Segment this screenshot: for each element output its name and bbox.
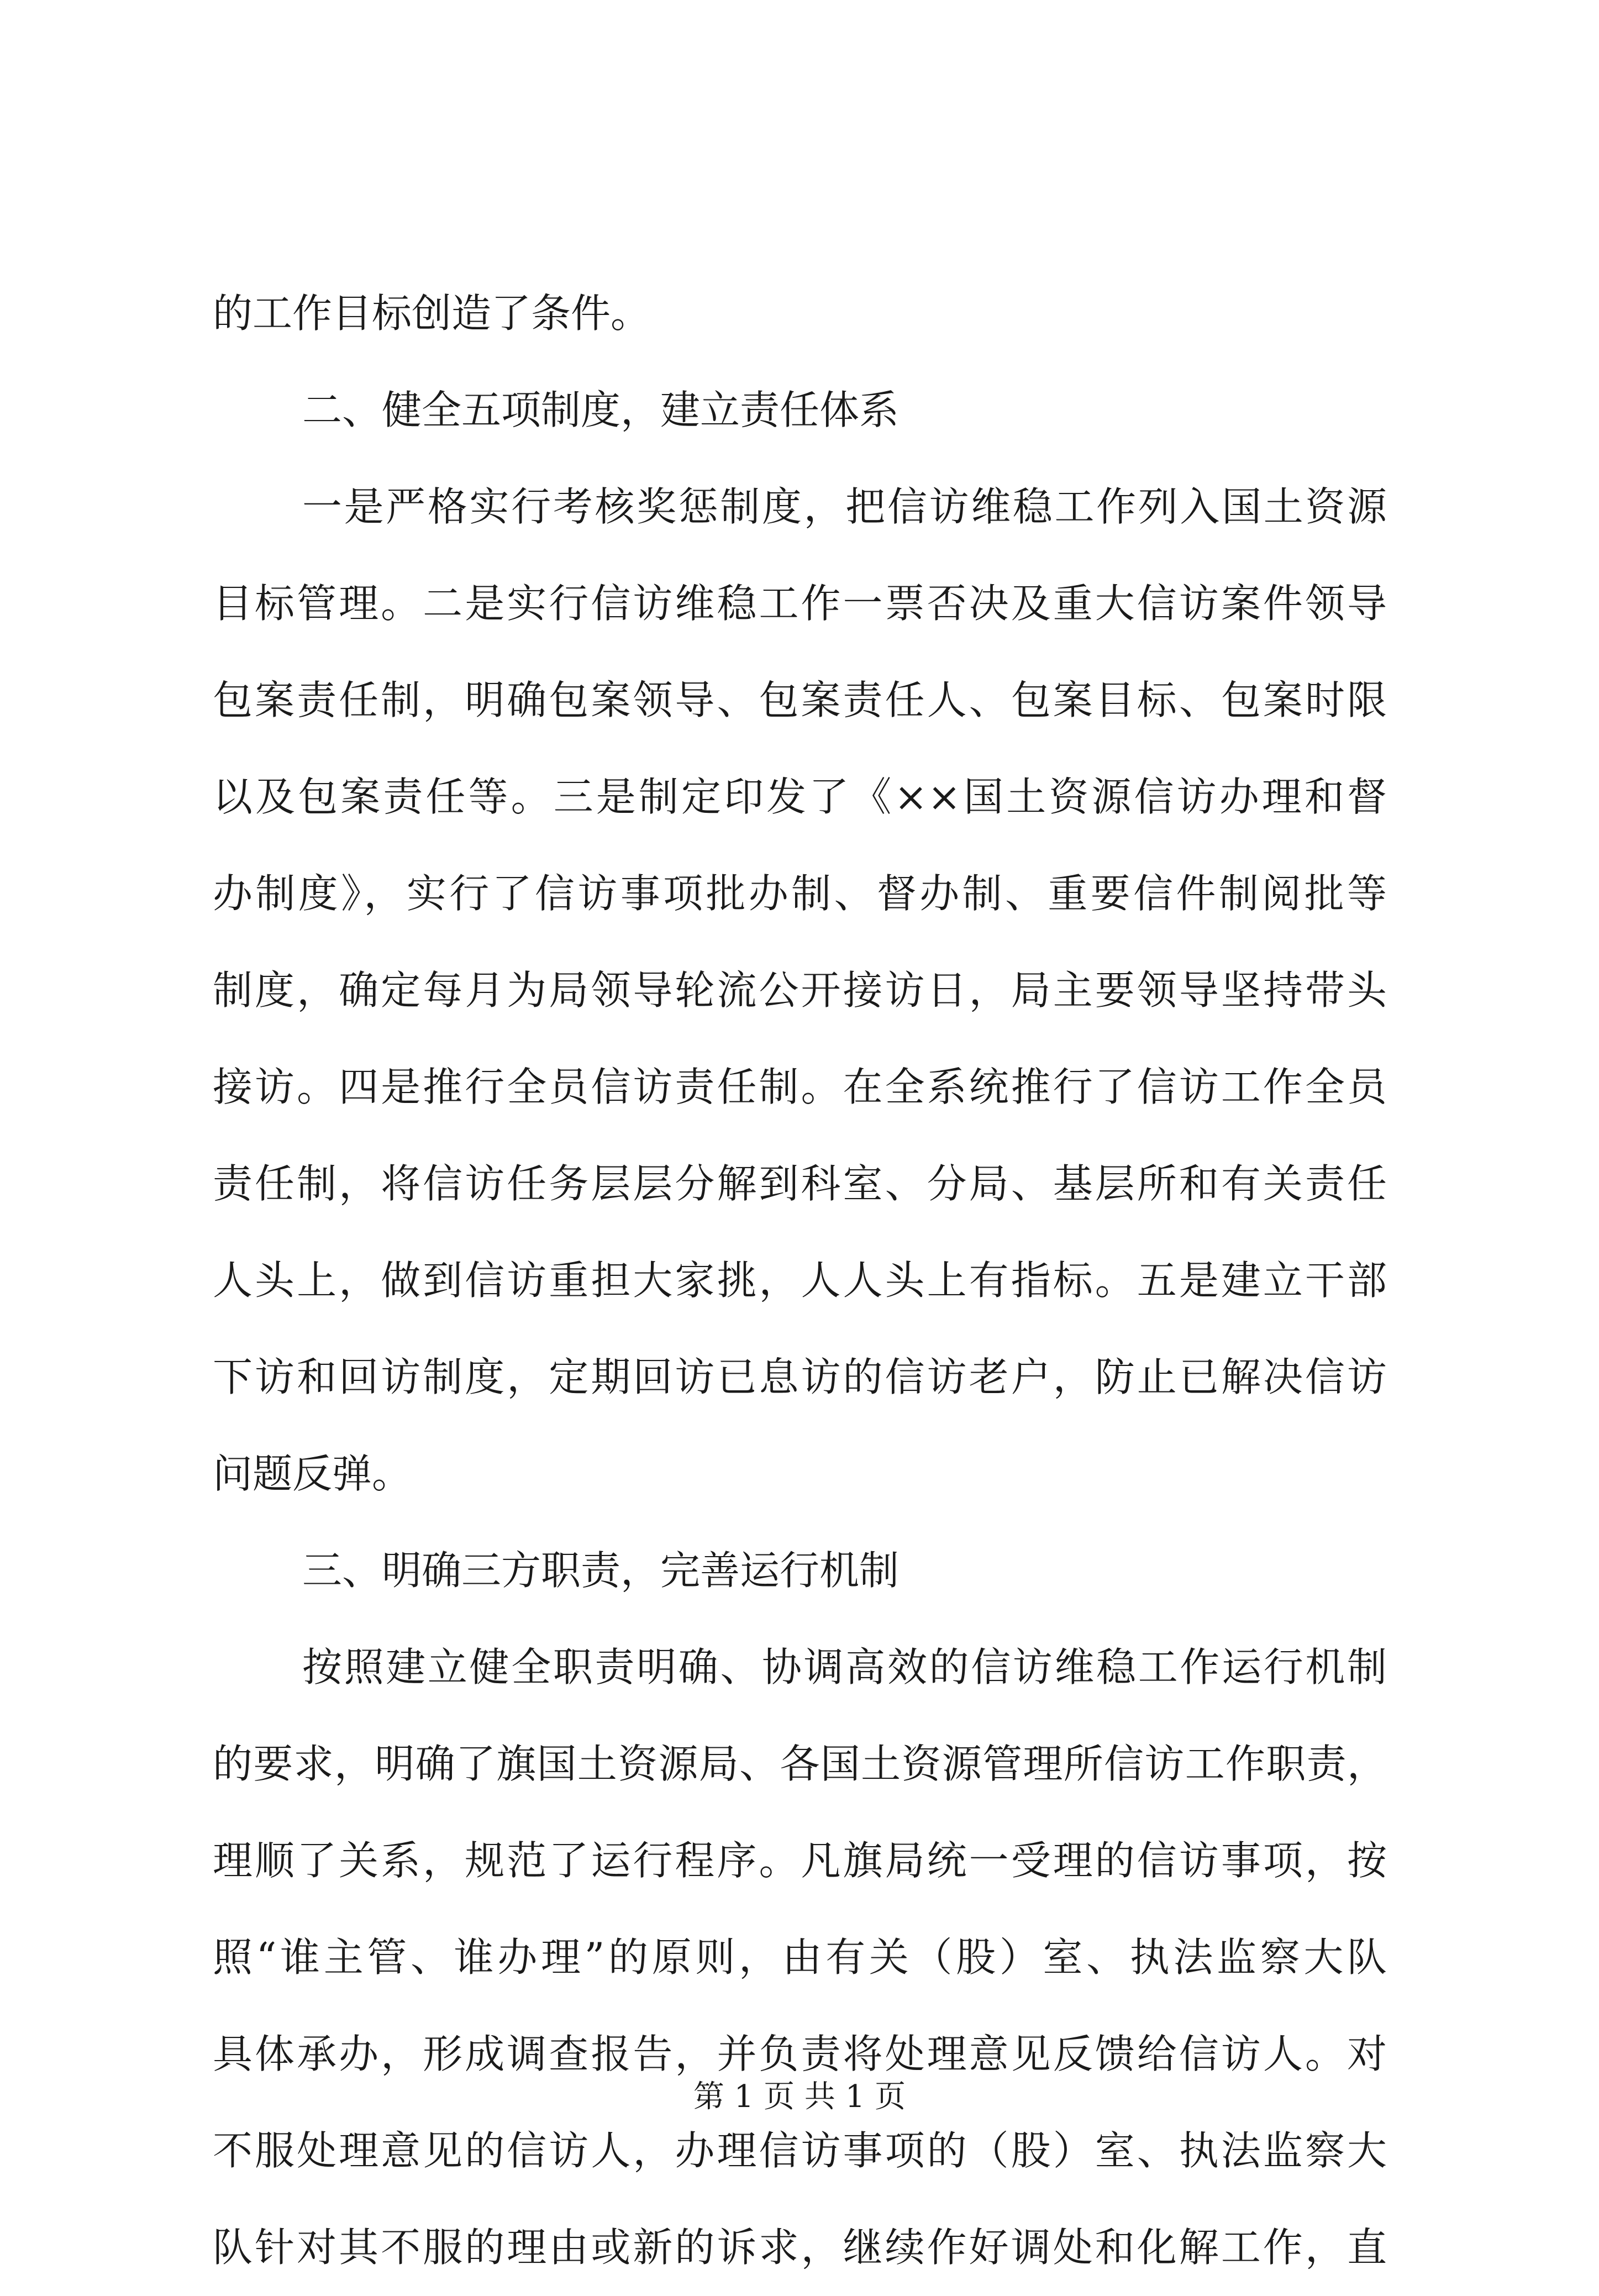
text-line: 理顺了关系，规范了运行程序。凡旗局统一受理的信访事项，按 <box>213 1837 1387 1884</box>
text-line: 以及包案责任等。三是制定印发了《××国土资源信访办理和督 <box>213 774 1387 820</box>
page-number-label: 第 1 页 共 1 页 <box>693 2079 906 2115</box>
document-body <box>213 265 1387 2296</box>
text-line: 队针对其不服的理由或新的诉求，继续作好调处和化解工作，直 <box>213 2224 1387 2271</box>
text-line: 制度，确定每月为局领导轮流公开接访日，局主要领导坚持带头 <box>213 967 1387 1013</box>
text-line: 接访。四是推行全员信访责任制。在全系统推行了信访工作全员 <box>213 1064 1387 1110</box>
text-line: 人头上，做到信访重担大家挑，人人头上有指标。五是建立干部 <box>213 1257 1387 1304</box>
text-line: 具体承办，形成调查报告，并负责将处理意见反馈给信访人。对 <box>213 2031 1387 2077</box>
text-line: 下访和回访制度，定期回访已息访的信访老户，防止已解决信访 <box>213 1354 1387 1400</box>
text-line: 照“谁主管、谁办理”的原则，由有关（股）室、执法监察大队 <box>213 1934 1387 1980</box>
page-footer <box>0 2075 1599 2119</box>
text-line: 责任制，将信访任务层层分解到科室、分局、基层所和有关责任 <box>213 1160 1387 1207</box>
section-heading: 二、健全五项制度，建立责任体系 <box>302 387 900 433</box>
section-heading: 三、明确三方职责，完善运行机制 <box>302 1547 900 1594</box>
text-line: 按照建立健全职责明确、协调高效的信访维稳工作运行机制 <box>302 1644 1387 1690</box>
text-line: 办制度》，实行了信访事项批办制、督办制、重要信件制阅批等 <box>213 870 1387 917</box>
text-line: 目标管理。二是实行信访维稳工作一票否决及重大信访案件领导 <box>213 580 1387 627</box>
text-line: 的要求，明确了旗国土资源局、各国土资源管理所信访工作职责， <box>213 1741 1387 1787</box>
text-line: 一是严格实行考核奖惩制度，把信访维稳工作列入国土资源 <box>302 484 1387 530</box>
text-line: 的工作目标创造了条件。 <box>213 290 651 337</box>
text-line: 不服处理意见的信访人，办理信访事项的（股）室、执法监察大 <box>213 2127 1387 2174</box>
text-line: 包案责任制，明确包案领导、包案责任人、包案目标、包案时限 <box>213 677 1387 723</box>
text-line: 问题反弹。 <box>213 1451 412 1497</box>
